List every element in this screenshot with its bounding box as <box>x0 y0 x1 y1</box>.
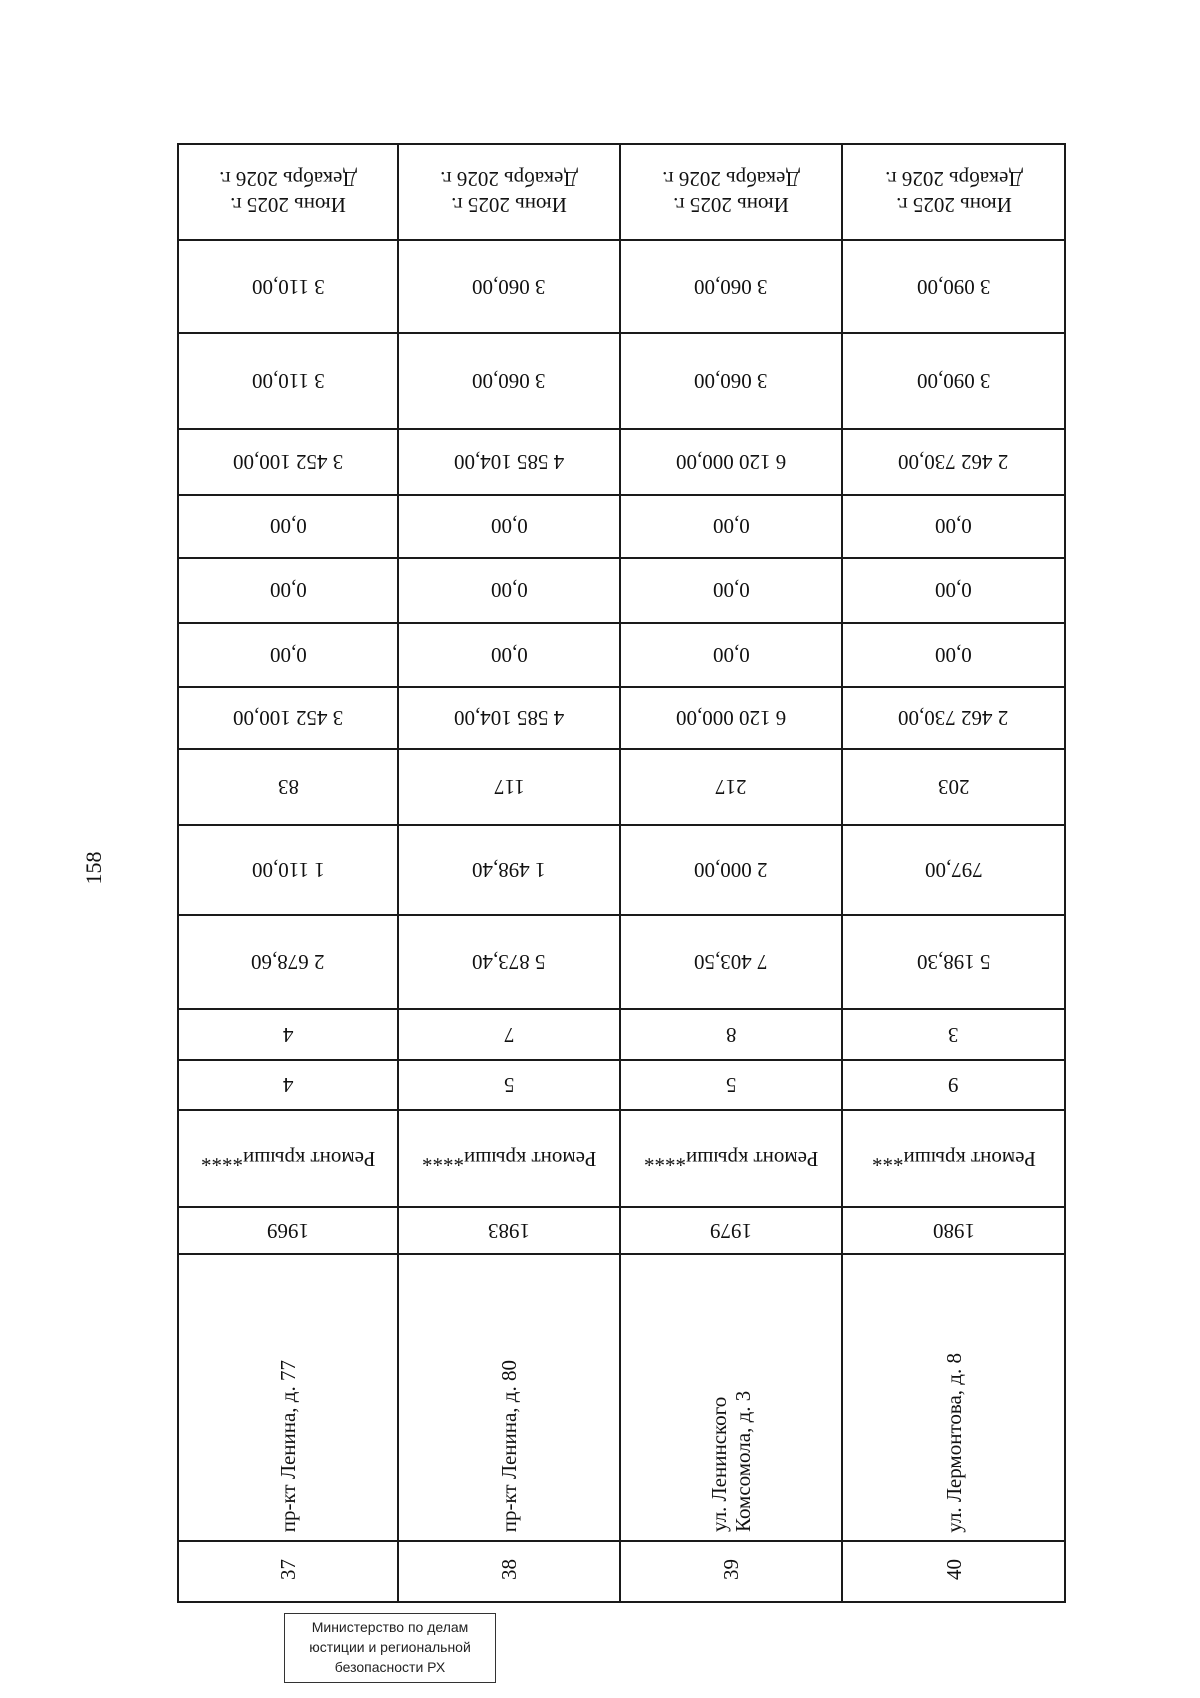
area-premises-value: 1 498,40 <box>472 857 546 882</box>
unit-price-value: 3 060,00 <box>472 369 546 394</box>
row-cost-local-budget <box>178 558 1065 622</box>
cell-build-year <box>620 1207 842 1254</box>
cost-regional-fund-value: 4 585 104,00 <box>453 449 565 474</box>
cost-republic-budget-value: 0,00 <box>490 642 528 667</box>
work-type-value: Ремонт крыши*** <box>871 1146 1036 1171</box>
cost-local-budget-value: 0,00 <box>712 578 750 603</box>
unit-price-value: 3 110,00 <box>251 369 325 394</box>
cost-owners-value: 0,00 <box>712 514 750 539</box>
stamp-line: безопасности РХ <box>334 1659 446 1675</box>
cost-owners-value: 0,00 <box>935 514 972 539</box>
entrances-value: 7 <box>503 1022 515 1047</box>
cost-republic-budget-value: 0,00 <box>269 642 307 667</box>
cell-area-total <box>842 915 1065 1010</box>
cell-entrances <box>178 1009 398 1059</box>
cell-area-premises <box>398 825 620 915</box>
row-period <box>178 144 1065 240</box>
unit-price-limit-value: 3 060,00 <box>694 274 768 299</box>
row-floors <box>178 1060 1065 1110</box>
cost-regional-fund-value: 3 452 100,00 <box>232 449 344 474</box>
cell-cost-total <box>620 687 842 748</box>
row-area-premises <box>178 825 1065 915</box>
cell-item-number <box>178 1541 398 1602</box>
row-entrances <box>178 1009 1065 1059</box>
address-value: ул. Ленинского Комсомола, д. 3 <box>707 1391 755 1533</box>
cost-republic-budget-value: 0,00 <box>935 642 972 667</box>
entrances-value: 8 <box>725 1022 737 1047</box>
cell-cost-total <box>398 687 620 748</box>
row-cost-owners <box>178 495 1065 558</box>
cell-cost-local-budget <box>842 558 1065 622</box>
cost-republic-budget-value: 0,00 <box>712 642 750 667</box>
row-unit-price <box>178 333 1065 429</box>
work-type-value: Ремонт крыши**** <box>421 1146 597 1171</box>
area-premises-value: 1 110,00 <box>251 857 325 882</box>
cost-owners-value: 0,00 <box>269 514 307 539</box>
cell-build-year <box>842 1207 1065 1254</box>
cell-unit-price-limit <box>178 240 398 334</box>
row-work-type <box>178 1110 1065 1207</box>
row-cost-total <box>178 687 1065 748</box>
cell-entrances <box>398 1009 620 1059</box>
unit-price-limit-value: 3 060,00 <box>472 274 546 299</box>
cell-cost-local-budget <box>398 558 620 622</box>
cell-floors <box>842 1060 1065 1110</box>
cell-work-type <box>178 1110 398 1207</box>
cell-unit-price-limit <box>398 240 620 334</box>
cell-residents-count <box>178 749 398 826</box>
cell-cost-local-budget <box>178 558 398 622</box>
build-year-value: 1969 <box>267 1218 309 1243</box>
cell-unit-price-limit <box>620 240 842 334</box>
row-residents-count <box>178 749 1065 826</box>
cell-unit-price-limit <box>842 240 1065 334</box>
unit-price-limit-value: 3 110,00 <box>251 274 325 299</box>
row-build-year <box>178 1207 1065 1254</box>
cell-cost-regional-fund <box>842 429 1065 494</box>
period-text: Июнь 2025 г. Декабрь 2026 г. <box>219 166 357 217</box>
item-number-value: 39 <box>719 1558 743 1580</box>
unit-price-value: 3 090,00 <box>916 369 991 394</box>
cell-item-number <box>620 1541 842 1602</box>
cell-cost-owners <box>620 495 842 558</box>
cell-cost-republic-budget <box>842 623 1065 687</box>
cell-floors <box>620 1060 842 1110</box>
cell-cost-total <box>842 687 1065 748</box>
cell-period <box>620 144 842 240</box>
area-premises-value: 797,00 <box>924 857 983 882</box>
row-item-number <box>178 1541 1065 1602</box>
work-type-value: Ремонт крыши**** <box>200 1146 376 1171</box>
period-text: Июнь 2025 г. Декабрь 2026 г. <box>440 166 578 217</box>
cell-build-year <box>398 1207 620 1254</box>
area-premises-value: 2 000,00 <box>694 857 768 882</box>
entrances-value: 3 <box>948 1022 959 1047</box>
cell-cost-regional-fund <box>398 429 620 494</box>
cell-work-type <box>842 1110 1065 1207</box>
cell-residents-count <box>842 749 1065 826</box>
cell-floors <box>398 1060 620 1110</box>
residents-count-value: 217 <box>715 774 747 799</box>
residents-count-value: 203 <box>937 774 970 799</box>
row-address <box>178 1254 1065 1541</box>
cost-total-value: 6 120 000,00 <box>675 705 787 730</box>
cell-address <box>398 1254 620 1541</box>
cost-owners-value: 0,00 <box>490 514 528 539</box>
cell-cost-regional-fund <box>178 429 398 494</box>
cell-address <box>620 1254 842 1541</box>
floors-value: 4 <box>282 1073 294 1098</box>
floors-value: 9 <box>948 1073 959 1098</box>
cost-regional-fund-value: 6 120 000,00 <box>675 449 787 474</box>
build-year-value: 1979 <box>710 1218 752 1243</box>
cell-residents-count <box>398 749 620 826</box>
cell-entrances <box>620 1009 842 1059</box>
cell-cost-owners <box>398 495 620 558</box>
address-value: пр-кт Ленина, д. 77 <box>276 1360 300 1533</box>
entrances-value: 4 <box>282 1022 294 1047</box>
address-value: ул. Лермонтова, д. 8 <box>941 1352 966 1533</box>
area-total-value: 7 403,50 <box>694 950 768 975</box>
cell-item-number <box>842 1541 1065 1602</box>
item-number-value: 38 <box>497 1558 521 1580</box>
cell-work-type <box>620 1110 842 1207</box>
cell-build-year <box>178 1207 398 1254</box>
cell-entrances <box>842 1009 1065 1059</box>
item-number-value: 37 <box>276 1558 300 1580</box>
area-total-value: 2 678,60 <box>251 950 325 975</box>
period-text: Июнь 2025 г. Декабрь 2026 г. <box>884 166 1023 217</box>
address-value: пр-кт Ленина, д. 80 <box>497 1360 521 1533</box>
unit-price-value: 3 060,00 <box>694 369 768 394</box>
cell-cost-republic-budget <box>178 623 398 687</box>
cell-period <box>398 144 620 240</box>
cell-area-premises <box>842 825 1065 915</box>
cell-work-type <box>398 1110 620 1207</box>
cell-area-premises <box>620 825 842 915</box>
cell-cost-republic-budget <box>398 623 620 687</box>
area-total-value: 5 198,30 <box>916 950 991 975</box>
page-number <box>74 848 114 888</box>
cost-local-budget-value: 0,00 <box>935 578 972 603</box>
cost-local-budget-value: 0,00 <box>269 578 307 603</box>
build-year-value: 1983 <box>488 1218 530 1243</box>
cell-area-premises <box>178 825 398 915</box>
residents-count-value: 117 <box>493 774 525 799</box>
work-type-value: Ремонт крыши**** <box>643 1146 819 1171</box>
cell-period <box>842 144 1065 240</box>
cell-area-total <box>398 915 620 1010</box>
cell-address <box>842 1254 1065 1541</box>
cell-cost-owners <box>178 495 398 558</box>
cost-total-value: 2 462 730,00 <box>898 705 1009 730</box>
row-cost-regional-fund <box>178 429 1065 494</box>
cost-total-value: 3 452 100,00 <box>232 705 344 730</box>
page-number-text: 158 <box>81 851 106 885</box>
stamp-line: юстиции и региональной <box>309 1639 471 1655</box>
repair-schedule-table <box>177 143 1064 1603</box>
build-year-value: 1980 <box>932 1218 975 1243</box>
period-text: Июнь 2025 г. Декабрь 2026 г. <box>662 166 800 217</box>
cell-cost-local-budget <box>620 558 842 622</box>
cell-unit-price <box>620 333 842 429</box>
cell-cost-total <box>178 687 398 748</box>
unit-price-limit-value: 3 090,00 <box>916 274 991 299</box>
cell-unit-price <box>842 333 1065 429</box>
cell-residents-count <box>620 749 842 826</box>
residents-count-value: 83 <box>277 774 299 799</box>
stamp-line: Министерство по делам <box>311 1619 469 1635</box>
cell-item-number <box>398 1541 620 1602</box>
cell-address <box>178 1254 398 1541</box>
ministry-stamp <box>284 1613 496 1683</box>
floors-value: 5 <box>725 1073 737 1098</box>
item-number-value: 40 <box>941 1558 966 1580</box>
cell-cost-regional-fund <box>620 429 842 494</box>
cell-cost-owners <box>842 495 1065 558</box>
cell-area-total <box>178 915 398 1010</box>
cell-floors <box>178 1060 398 1110</box>
cost-total-value: 4 585 104,00 <box>453 705 565 730</box>
row-area-total <box>178 915 1065 1010</box>
floors-value: 5 <box>503 1073 515 1098</box>
cost-local-budget-value: 0,00 <box>490 578 528 603</box>
cost-regional-fund-value: 2 462 730,00 <box>898 449 1009 474</box>
row-unit-price-limit <box>178 240 1065 334</box>
area-total-value: 5 873,40 <box>472 950 546 975</box>
cell-cost-republic-budget <box>620 623 842 687</box>
cell-period <box>178 144 398 240</box>
cell-unit-price <box>178 333 398 429</box>
row-cost-republic-budget <box>178 623 1065 687</box>
cell-area-total <box>620 915 842 1010</box>
cell-unit-price <box>398 333 620 429</box>
